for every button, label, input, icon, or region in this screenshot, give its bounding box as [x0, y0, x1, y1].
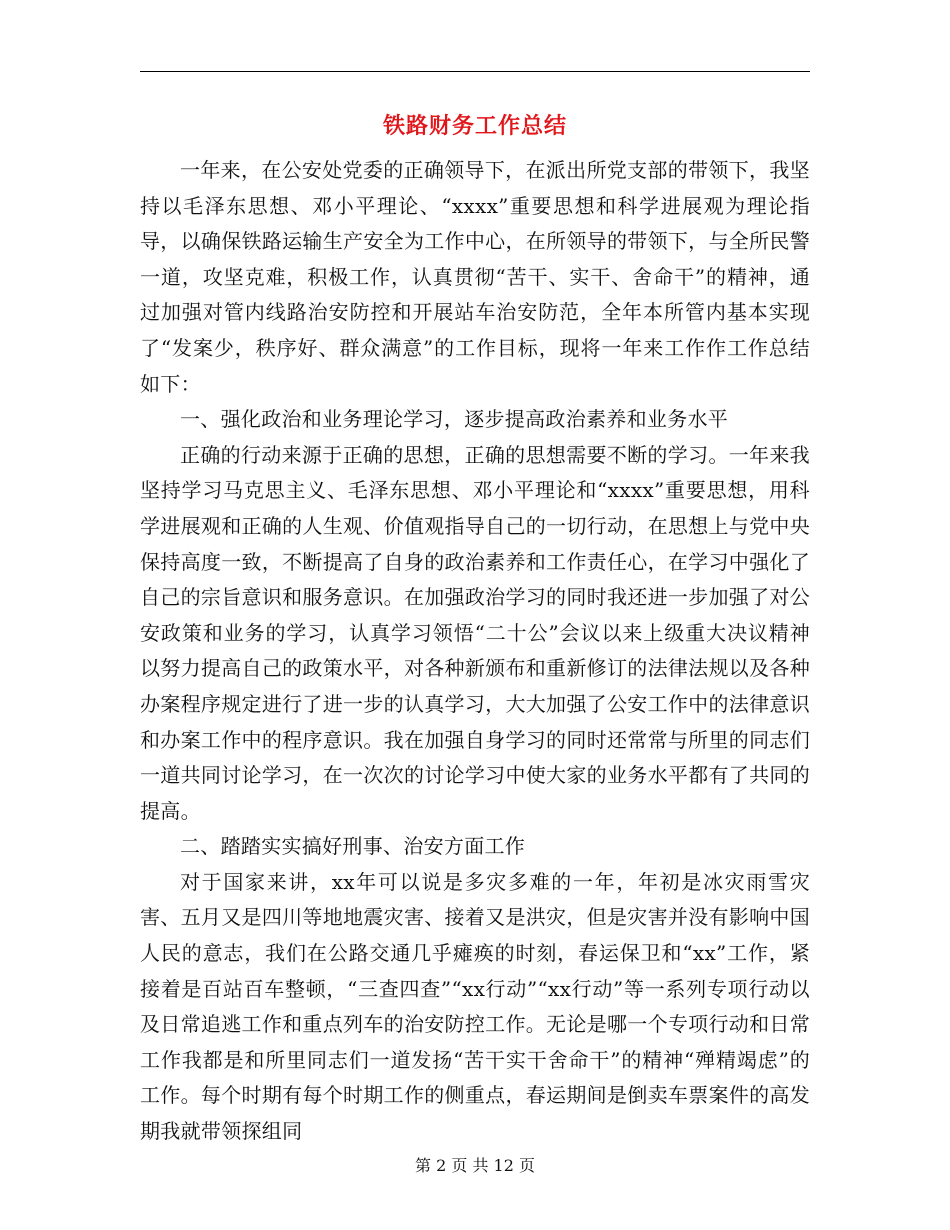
- section-heading-2: 二、踏踏实实搞好刑事、治安方面工作: [180, 834, 526, 859]
- page-number-footer: 第 2 页 共 12 页: [415, 1156, 535, 1175]
- header-rule: [140, 71, 810, 72]
- document-title: 铁路财务工作总结: [382, 113, 567, 139]
- section-heading-1: 一、强化政治和业务理论学习，逐步提高政治素养和业务水平: [180, 407, 729, 432]
- paragraph-study: 正确的行动来源于正确的思想，正确的思想需要不断的学习。一年来我坚持学习马克思主义、毛泽东思想、邓小平理论和“xxxx”重要思想，用科学进展观和正确的人生观、价值观指导自己的一切行动，在思想上与党中央保持高度一致，不断提高了自身的政治素养和工作责任心，在学习中强化了自己的宗旨意识和服务意识。在加强政治学习的同时我还进一步加强了对公安政策和业务的学习，认真学习领悟“二十公”会议以来上级重大决议精神以努力提高自己的政策水平，对各种新颁布和重新修订的法律法规以及各种办案程序规定进行了进一步的认真学习，大大加强了公安工作中的法律意识和办案工作中的程序意识。我在加强自身学习的同时还常常与所里的同志们一道共同讨论学习，在一次次的讨论学习中使大家的业务水平都有了共同的提高。: [140, 442, 810, 823]
- paragraph-intro: 一年来，在公安处党委的正确领导下，在派出所党支部的带领下，我坚持以毛泽东思想、邓小平理论、“xxxx”重要思想和科学进展观为理论指导，以确保铁路运输生产安全为工作中心，在所领导的带领下，与全所民警一道，攻坚克难，积极工作，认真贯彻“苦干、实干、舍命干”的精神，通过加强对管内线路治安防控和开展站车治安防范，全年本所管内基本实现了“发案少，秩序好、群众满意”的工作目标，现将一年来工作作工作总结如下：: [140, 158, 810, 396]
- document-body: [140, 153, 810, 1150]
- paragraph-security-work: 对于国家来讲，xx年可以说是多灾多难的一年，年初是冰灾雨雪灾害、五月又是四川等地地震灾害、接着又是洪灾，但是灾害并没有影响中国人民的意志，我们在公路交通几乎瘫痪的时刻，春运保卫和“xx”工作，紧接着是百站百车整顿，“三查四查”“xx行动”“xx行动”等一系列专项行动以及日常追逃工作和重点列车的治安防控工作。无论是哪一个专项行动和日常工作我都是和所里同志们一道发扬“苦干实干舍命干”的精神“殚精竭虑”的工作。每个时期有每个时期工作的侧重点，春运期间是倒卖车票案件的高发期我就带领探组同: [140, 869, 810, 1144]
